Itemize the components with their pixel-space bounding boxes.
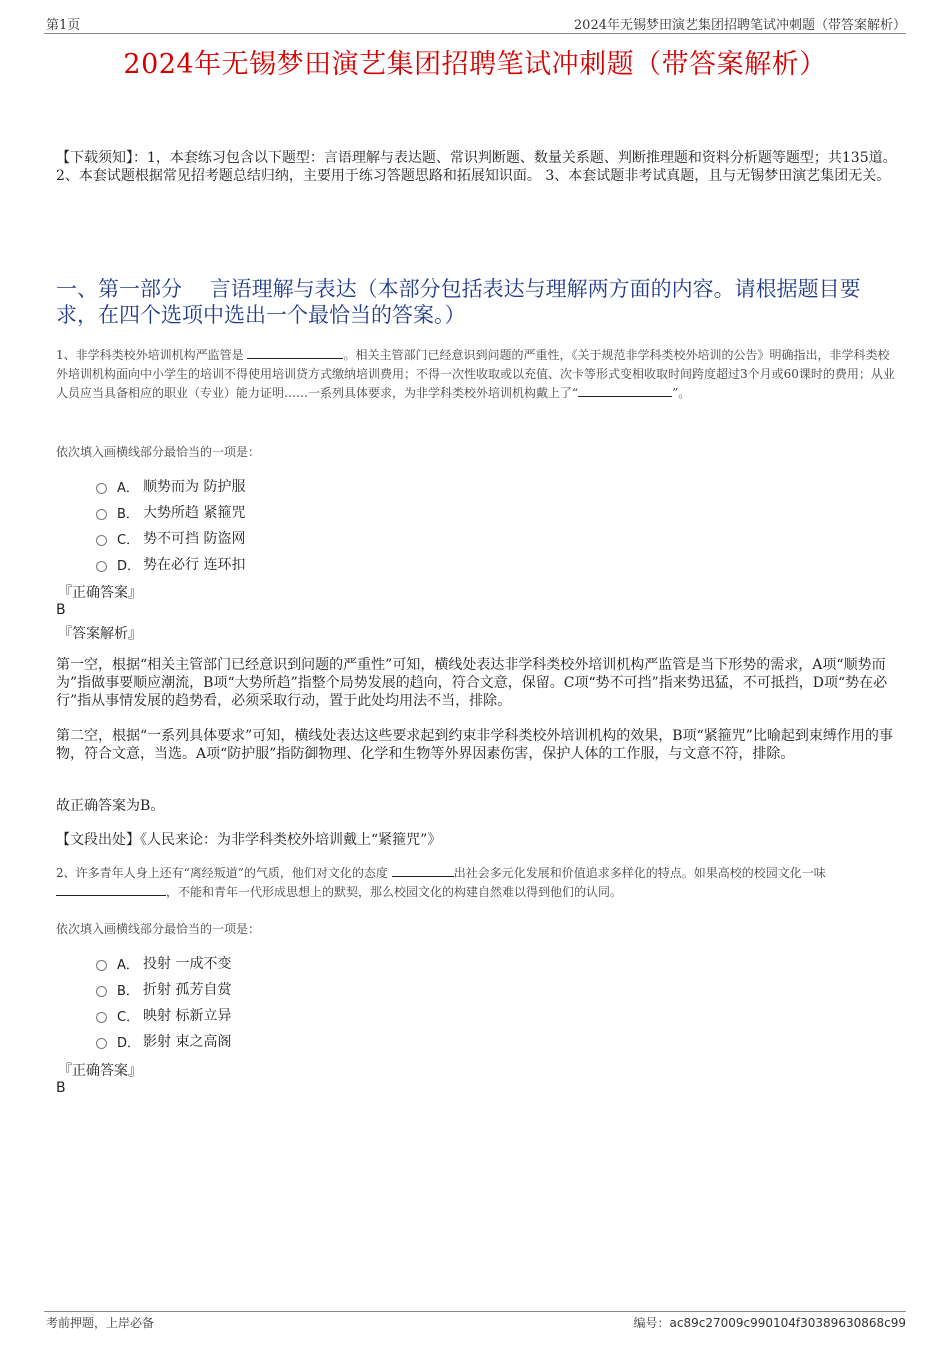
blank-2 [578,384,672,397]
option-d[interactable]: D． 势在必行 连环扣 [96,551,245,577]
question-1-text: 1、非学科类校外培训机构严监管是 。相关主管部门已经意识到问题的严重性，《关于规范非学科类校外培训的公告》明确指出，非学科类校外培训机构面向中小学生的培训不得使用培训贷方式缴纳培训费用；不得一次性收取或以充值、次卡等形式变相收取时间跨度超过3个月或60课时的费用；从业人员应当具备相应的职业（专业）能力证明……一系列具体要求，为非学科类校外培训机构戴上了“ ”。 [56,348,895,400]
header-divider [44,33,906,34]
radio-icon[interactable] [96,1012,107,1023]
option-a[interactable]: A． 顺势而为 防护服 [96,473,245,499]
passage-source: 【文段出处】《人民来论：为非学科类校外培训戴上“紧箍咒”》 [56,832,442,848]
option-c[interactable]: C． 势不可挡 防盗网 [96,525,245,551]
analysis-paragraph-1: 第一空，根据“相关主管部门已经意识到问题的严重性”可知，横线处表达非学科类校外培训机构严监管是当下形势的需求，A项“顺势而为”指做事要顺应潮流，B项“大势所趋”指整个局势发展的趋向，符合文意，保留。C项“势不可挡”指来势迅猛，不可抵挡，D项“势在必行”指从事情发展的趋势看，必须采取行动，置于此处均用法不当，排除。 [56,657,888,709]
question-2-prompt: 依次填入画横线部分最恰当的一项是： [56,922,261,936]
option-b[interactable]: B． 大势所趋 紧箍咒 [96,499,245,525]
analysis-paragraph-2: 第二空，根据“一系列具体要求”可知，横线处表达这些要求起到约束非学科类校外培训机构的效果，B项“紧箍咒”比喻起到束缚作用的事物，符合文意，当选。A项“防护服”指防御物理、化学和生物等外界因素伤害，保护人体的工作服，与文意不符，排除。 [56,728,893,762]
analysis-label: 『答案解析』 [58,626,142,642]
radio-icon[interactable] [96,561,107,572]
radio-icon[interactable] [96,509,107,520]
radio-icon[interactable] [96,483,107,494]
blank-1 [392,864,454,877]
question-1-options [96,473,245,577]
radio-icon[interactable] [96,986,107,997]
page-number: 第1页 [46,18,81,33]
document-code: 编号：ac89c27009c990104f30389630868c99 [633,1316,906,1330]
correct-answer-value: B [56,602,66,618]
correct-answer-value: B [56,1080,66,1096]
question-2-text: 2、许多青年人身上还有“离经叛道”的气质，他们对文化的态度 出社会多元化发展和价值追求多样化的特点。如果高校的校园文化一味 ，不能和青年一代形成思想上的默契，那么校园文化的构建自然难以得到他们的认同。 [56,866,826,899]
footer-slogan: 考前押题，上岸必备 [46,1316,155,1330]
option-d[interactable]: D． 影射 束之高阁 [96,1028,231,1054]
correct-answer-label: 『正确答案』 [58,585,142,601]
blank-2 [56,883,166,896]
footer-divider [44,1311,906,1312]
option-b[interactable]: B． 折射 孤芳自赏 [96,976,231,1002]
header-doc-title: 2024年无锡梦田演艺集团招聘笔试冲刺题（带答案解析） [573,18,906,33]
option-c[interactable]: C． 映射 标新立异 [96,1002,231,1028]
download-notice: 【下载须知】：1，本套练习包含以下题型：言语理解与表达题、常识判断题、数量关系题、判断推理题和资料分析题等题型；共135道。 2、本套试题根据常见招考题总结归纳，主要用于练习答题思路和拓展知识面。 3、本套试题非考试真题，且与无锡梦田演艺集团无关。 [56,150,897,184]
radio-icon[interactable] [96,1038,107,1049]
option-a[interactable]: A． 投射 一成不变 [96,950,231,976]
question-2-options [96,950,231,1054]
analysis-conclusion: 故正确答案为B。 [56,798,165,814]
question-1-prompt: 依次填入画横线部分最恰当的一项是： [56,445,261,459]
blank-1 [247,346,343,359]
section-heading: 一、第一部分 言语理解与表达（本部分包括表达与理解两方面的内容。请根据题目要求，在四个选项中选出一个最恰当的答案。） [56,277,861,327]
correct-answer-label: 『正确答案』 [58,1063,142,1079]
page-title: 2024年无锡梦田演艺集团招聘笔试冲刺题（带答案解析） [123,49,827,80]
radio-icon[interactable] [96,960,107,971]
radio-icon[interactable] [96,535,107,546]
